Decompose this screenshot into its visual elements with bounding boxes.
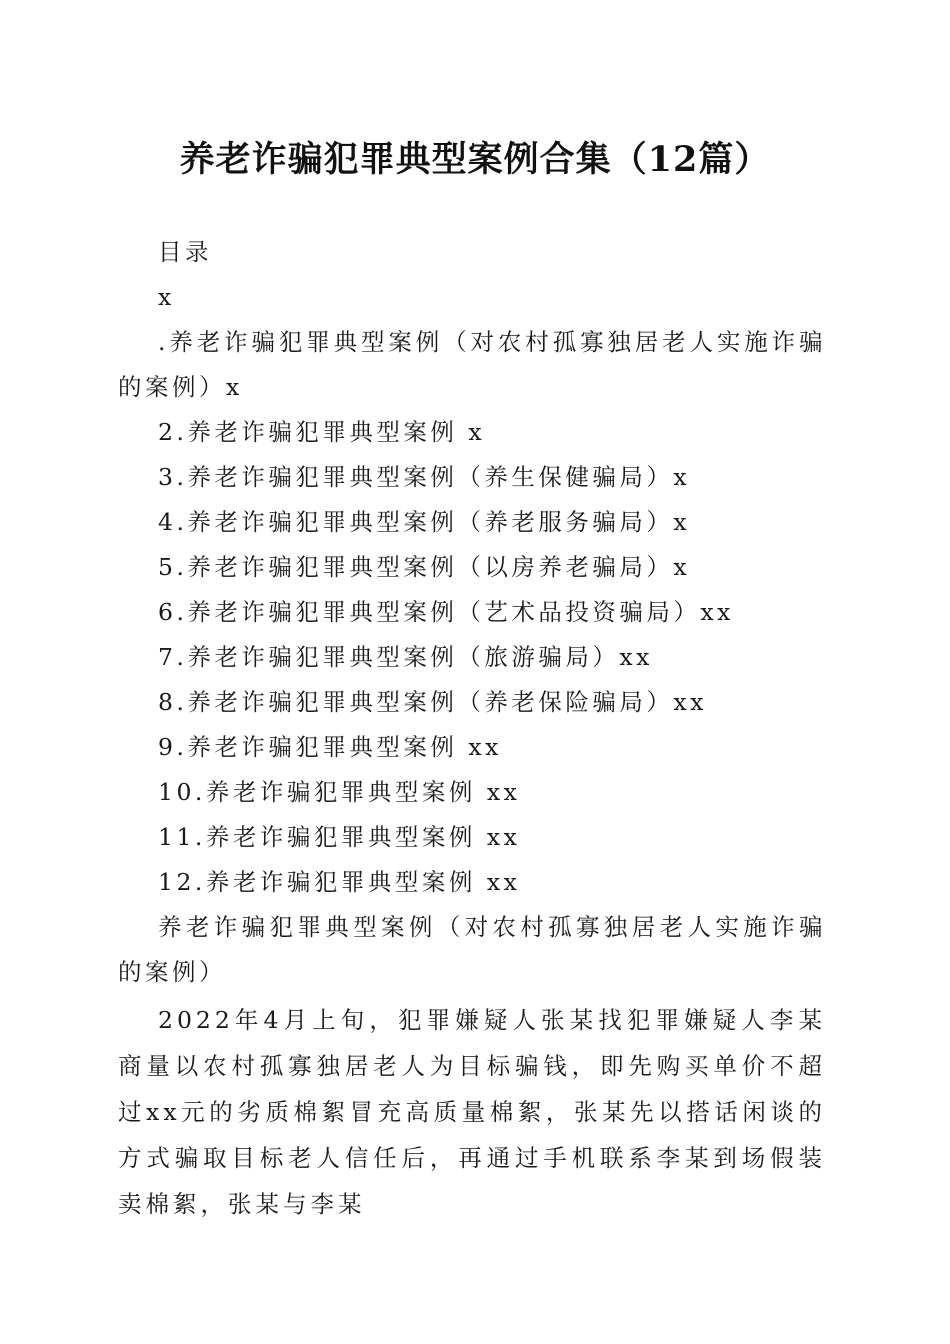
toc-item[interactable]: 12.养老诈骗犯罪典型案例 xx: [158, 868, 521, 896]
case-body-paragraph: 2022年4月上旬，犯罪嫌疑人张某找犯罪嫌疑人李某商量以农村孤寡独居老人为目标骗钱，即先购买单价不超过xx元的劣质棉絮冒充高质量棉絮，张某先以搭话闲谈的方式骗取目标老人信任后，再通过手机联系李某到场假装卖棉絮，张某与李某: [118, 1006, 826, 1218]
toc-item[interactable]: 7.养老诈骗犯罪典型案例（旅游骗局）xx: [158, 643, 653, 671]
toc-heading: 目录: [158, 238, 212, 266]
toc-item[interactable]: .养老诈骗犯罪典型案例（对农村孤寡独居老人实施诈骗的案例）x: [118, 328, 826, 401]
toc-item[interactable]: 8.养老诈骗犯罪典型案例（养老保险骗局）xx: [158, 688, 707, 716]
toc-item[interactable]: 4.养老诈骗犯罪典型案例（养老服务骗局）x: [158, 508, 691, 536]
toc-item[interactable]: 3.养老诈骗犯罪典型案例（养生保健骗局）x: [158, 463, 691, 491]
document-title: 养老诈骗犯罪典型案例合集（12篇）: [179, 139, 771, 180]
toc-item[interactable]: 6.养老诈骗犯罪典型案例（艺术品投资骗局）xx: [158, 598, 734, 626]
toc-item[interactable]: 2.养老诈骗犯罪典型案例 x: [158, 418, 486, 446]
toc-first-page: x: [158, 283, 175, 311]
case-heading: 养老诈骗犯罪典型案例（对农村孤寡独居老人实施诈骗的案例）: [118, 913, 826, 986]
toc-item[interactable]: 11.养老诈骗犯罪典型案例 xx: [158, 823, 521, 851]
toc-item[interactable]: 9.养老诈骗犯罪典型案例 xx: [158, 733, 502, 761]
document-content: [118, 230, 826, 1227]
toc-item[interactable]: 5.养老诈骗犯罪典型案例（以房养老骗局）x: [158, 553, 691, 581]
toc-item[interactable]: 10.养老诈骗犯罪典型案例 xx: [158, 778, 521, 806]
